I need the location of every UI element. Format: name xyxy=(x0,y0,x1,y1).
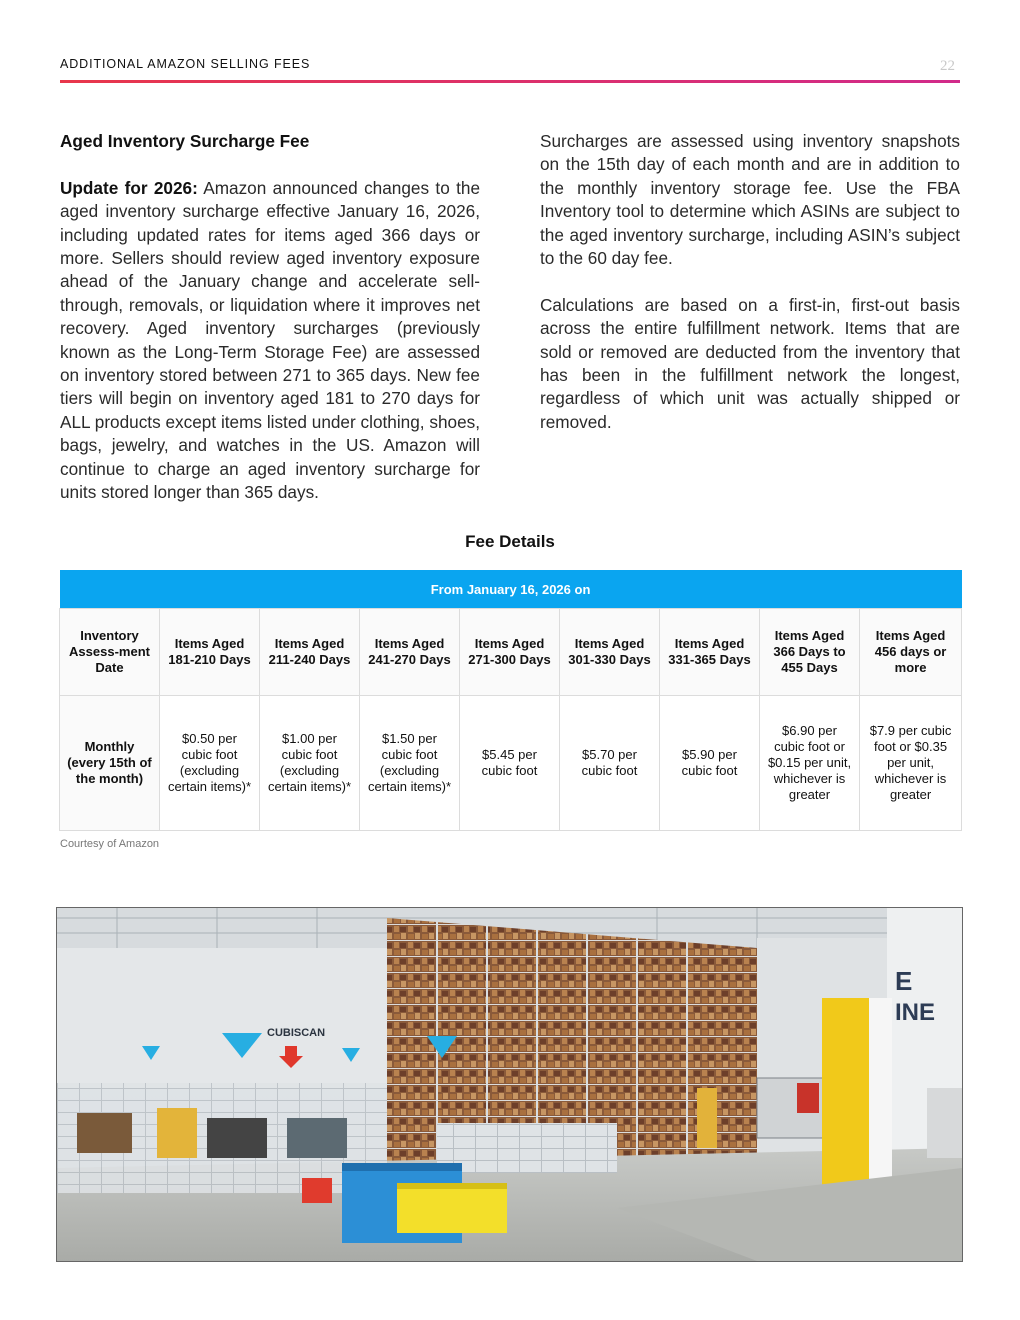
table-caption: Fee Details xyxy=(465,532,555,551)
table-cell: $1.00 per cubic foot (excluding certain items)* xyxy=(260,696,360,831)
table-cell: Monthly (every 15th of the month) xyxy=(60,696,160,831)
table-cell: $0.50 per cubic foot (excluding certain items)* xyxy=(160,696,260,831)
wall-sign-e: E xyxy=(895,966,913,996)
table-row xyxy=(60,696,962,831)
table-header-cell: Inventory Assess-ment Date xyxy=(60,609,160,696)
right-column xyxy=(540,130,960,434)
table-cell: $5.45 per cubic foot xyxy=(460,696,560,831)
table-header-row xyxy=(60,609,962,696)
section-heading: Aged Inventory Surcharge Fee xyxy=(60,131,310,151)
warehouse-illustration xyxy=(57,908,962,1261)
table-header-cell: Items Aged 211-240 Days xyxy=(260,609,360,696)
update-paragraph xyxy=(60,177,480,505)
red-totes xyxy=(302,1178,332,1203)
surcharge-paragraph: Surcharges are assessed using inventory snapshots on the 15th day of each month and are in addition to the monthly inventory storage fee. Use the FBA Inventory tool to determine which ASINs are subject to the aged inventory surcharge, including ASIN’s subject to the 60 day fee. xyxy=(540,131,960,269)
table-header-cell: Items Aged 456 days or more xyxy=(860,609,962,696)
update-label: Update for 2026: xyxy=(60,177,198,198)
table-header-cell: Items Aged 301-330 Days xyxy=(560,609,660,696)
table-banner: From January 16, 2026 on xyxy=(60,570,962,609)
table-header-cell: Items Aged 271-300 Days xyxy=(460,609,560,696)
wire-carts xyxy=(437,1123,617,1173)
table-header-cell: Items Aged 331-365 Days xyxy=(660,609,760,696)
header-divider xyxy=(60,80,960,83)
table-cell: $5.70 per cubic foot xyxy=(560,696,660,831)
cubiscan-sign: CUBISCAN xyxy=(267,1027,326,1039)
wall-sign-ine: INE xyxy=(895,999,936,1026)
update-text: Amazon announced changes to the aged inventory surcharge effective January 16, 2026, including updated rates for items aged 366 days or more. Sellers should review aged inventory exposure ahead of the January change and accelerate sell-through, removals, or liquidation where it improves net recovery. Aged inventory surcharges (previously known as the Long-Term Storage Fee) are assessed on inventory stored between 271 to 365 days. New fee tiers will begin on inventory aged 181 to 270 days for ALL products except items listed under clothing, shoes, bags, jewelry, and watches in the US. Amazon will continue to charge an aged inventory surcharge for units stored longer than 365 days. xyxy=(60,177,480,503)
page-number: 22 xyxy=(940,58,955,74)
table-cell: $5.90 per cubic foot xyxy=(660,696,760,831)
warehouse-photo xyxy=(56,907,963,1262)
yellow-totes xyxy=(397,1183,507,1233)
fee-details-table xyxy=(59,570,962,831)
running-header: ADDITIONAL AMAZON SELLING FEES xyxy=(60,57,311,71)
left-column xyxy=(60,130,480,504)
table-header-cell: Items Aged 181-210 Days xyxy=(160,609,260,696)
table-header-cell: Items Aged 366 Days to 455 Days xyxy=(760,609,860,696)
table-cell: $1.50 per cubic foot (excluding certain items)* xyxy=(360,696,460,831)
table-cell: $6.90 per cubic foot or $0.15 per unit, whichever is greater xyxy=(760,696,860,831)
fifo-paragraph: Calculations are based on a first-in, first-out basis across the entire fulfillment network. Items that are sold or removed are deducted from the inventory that has been in the fulfillment network the longest, regardless of which unit was actually shipped or removed. xyxy=(540,294,960,432)
table-credit: Courtesy of Amazon xyxy=(60,838,160,850)
table-header-cell: Items Aged 241-270 Days xyxy=(360,609,460,696)
table-cell: $7.9 per cubic foot or $0.35 per unit, whichever is greater xyxy=(860,696,962,831)
